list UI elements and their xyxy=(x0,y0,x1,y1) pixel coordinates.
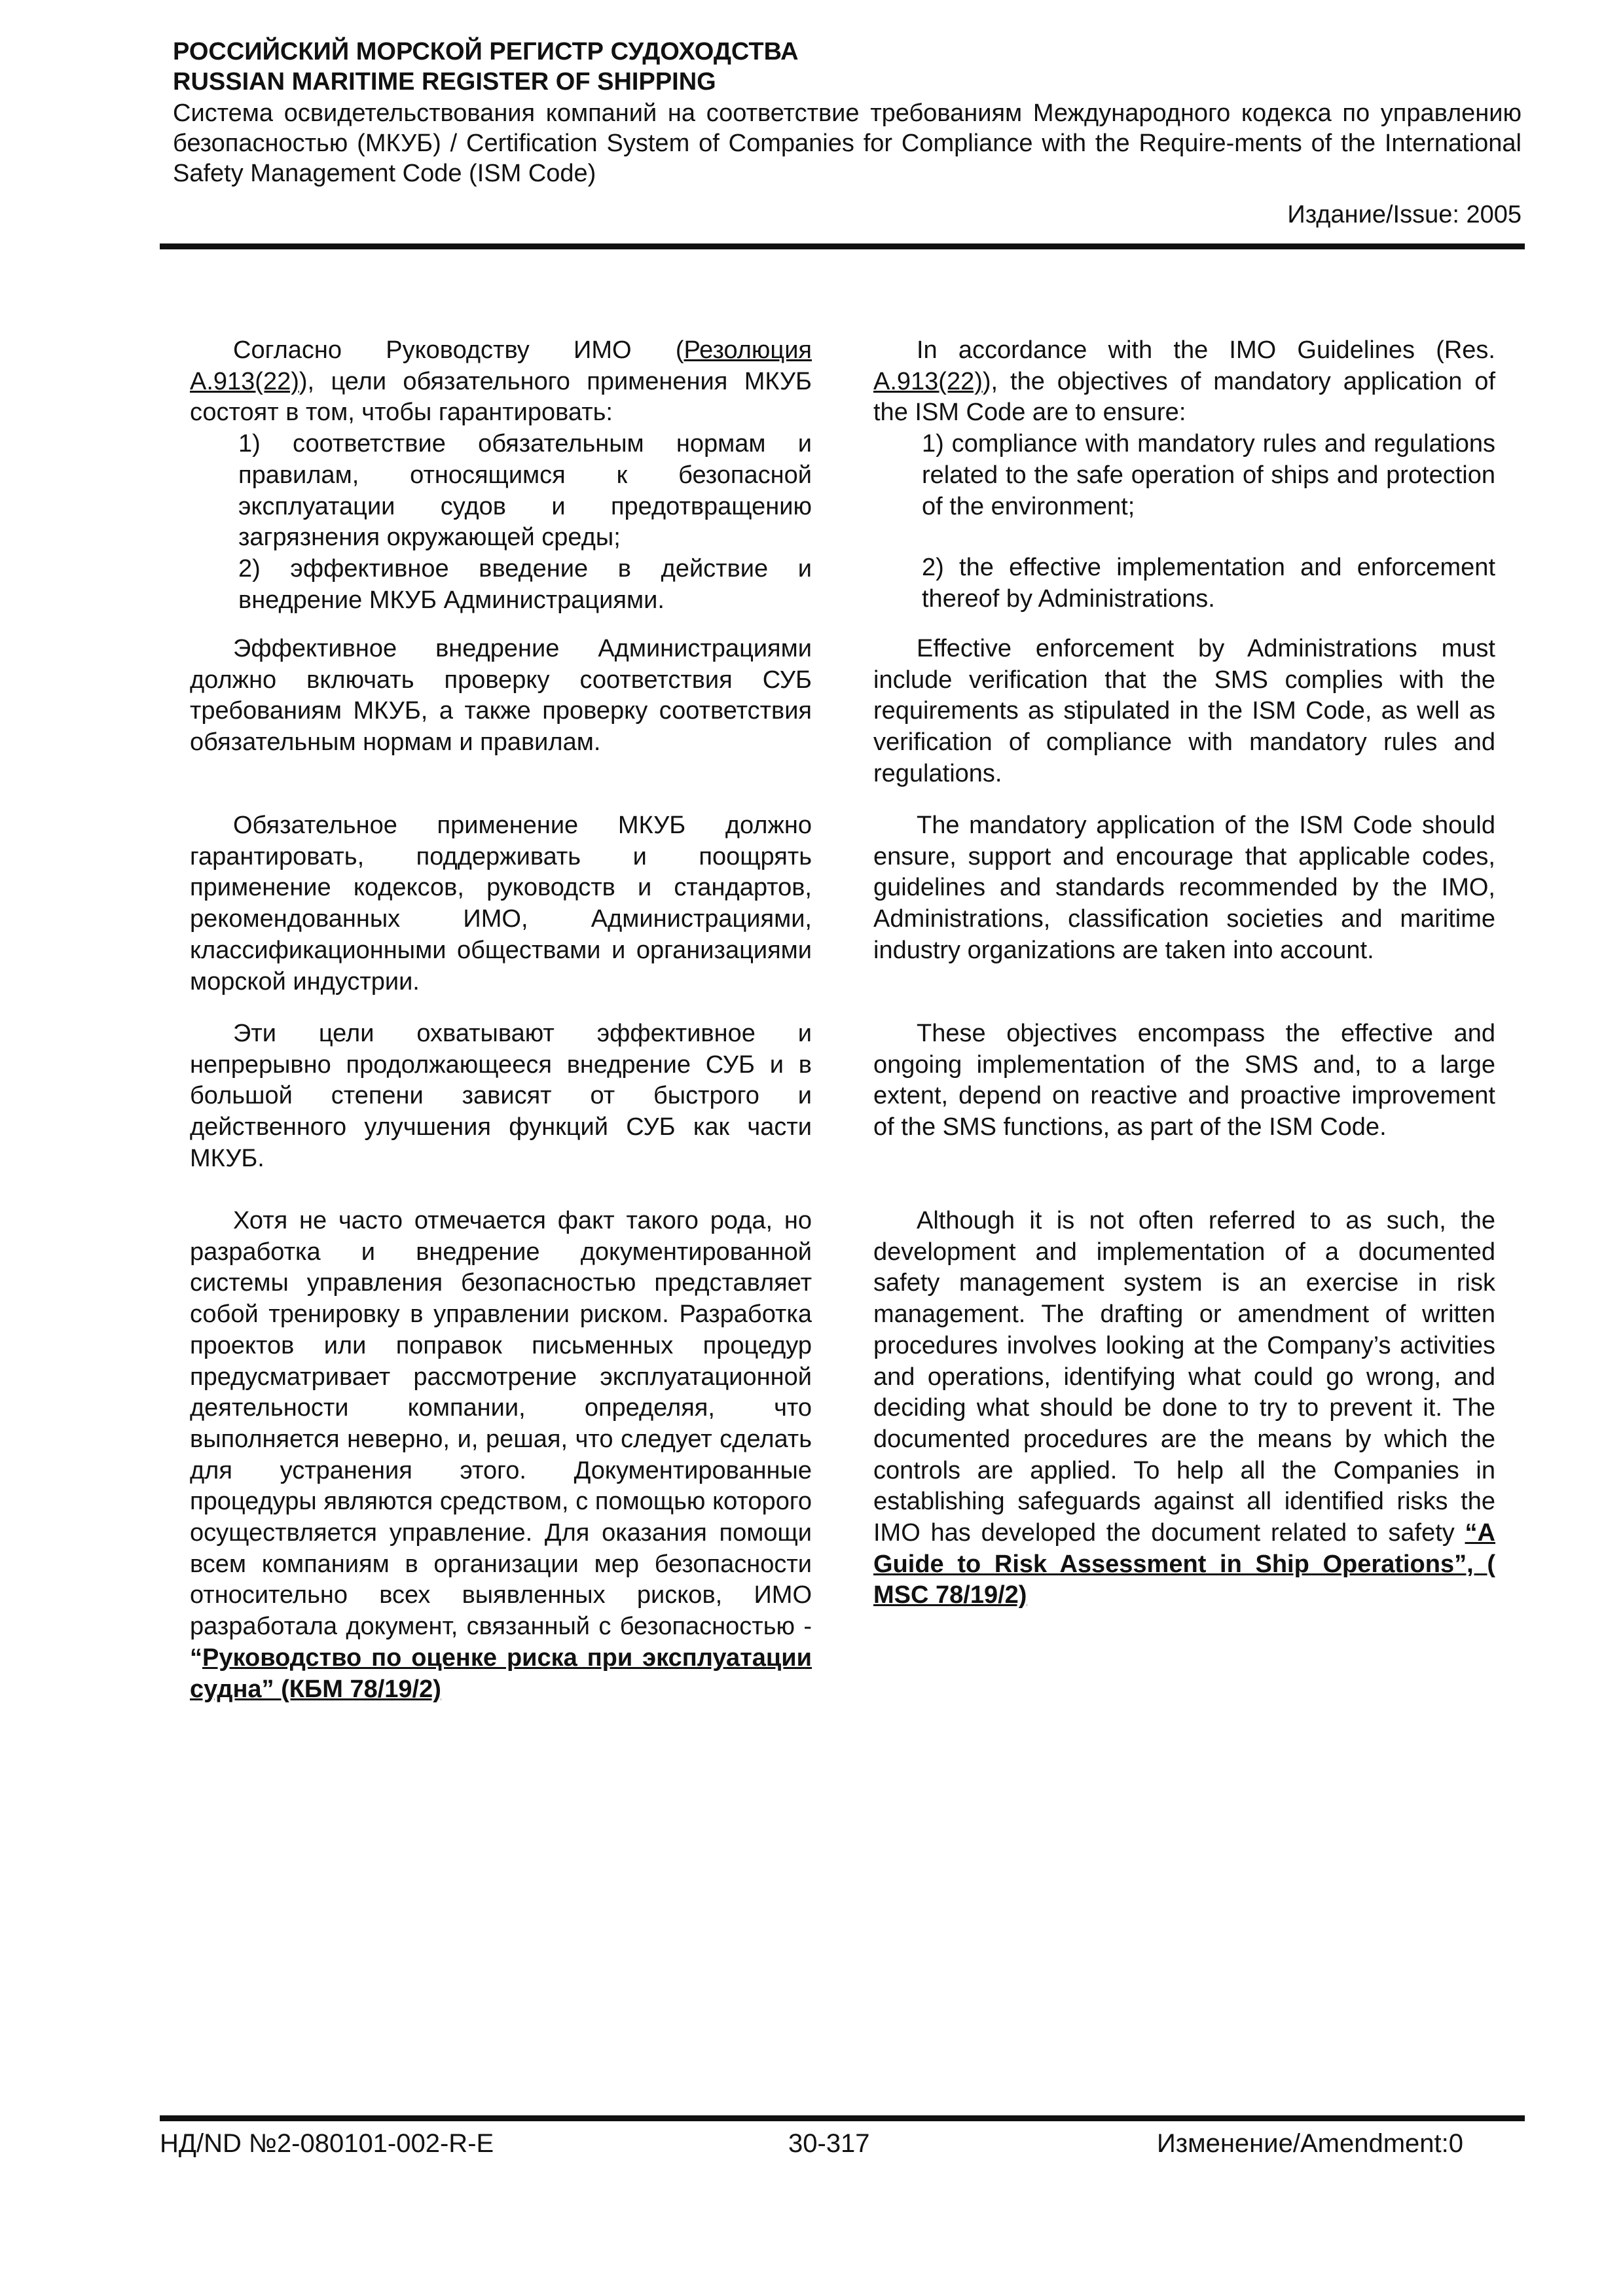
ru-p5-quote: “ xyxy=(190,1643,202,1672)
en-paragraph-5 xyxy=(873,1206,1495,1611)
russian-column-p4 xyxy=(190,1018,812,1175)
english-column-p2 xyxy=(873,634,1495,790)
header-rule xyxy=(160,243,1525,249)
ru-paragraph-1 xyxy=(190,335,812,429)
en-list-item-1: 1) compliance with mandatory rules and regulations related to the safe operation of ships and protection of the environment; xyxy=(922,430,1495,520)
ru-list-item-1: 1) соответствие обязательным нормам и правилам, относящимся к безопасной эксплуатации судов и предотвращению загрязнения окружающей среды; xyxy=(238,430,812,552)
en-paragraph-1 xyxy=(873,335,1495,429)
english-column-p4 xyxy=(873,1018,1495,1143)
english-column xyxy=(873,335,1495,615)
en-resolution-link[interactable]: A.913(22) xyxy=(873,367,983,395)
ru-p1-text-a: Согласно Руководству ИМО ( xyxy=(233,336,684,364)
en-p5-text: Although it is not often referred to as such, the development and implementation of a documented safety management system is an exercise in risk management. The drafting or amendment of written procedures involves looking at the Company’s activities and operations, identifying what could go wrong, and deciding what should be done to try to prevent it. The documented procedures are the means by which the controls are applied. To help all the Companies in establishing safeguards against all identified risks the IMO has developed the document related to safety xyxy=(873,1207,1495,1547)
en-paragraph-4: These objectives encompass the effective and ongoing implementation of the SMS and, to a large extent, depend on reactive and proactive improvement of the SMS functions, as part of the ISM Code. xyxy=(873,1020,1495,1141)
ru-paragraph-2: Эффективное внедрение Администрациями должно включать проверку соответствия СУБ требованиям МКУБ, а также проверку соответствия обязательным нормам и правилам. xyxy=(190,635,812,757)
ru-guide-link[interactable]: Руководство по оценке риска при эксплуатации судна xyxy=(190,1643,812,1703)
en-paragraph-3: The mandatory application of the ISM Code should ensure, support and encourage that applicable codes, guidelines and standards recommended by the IMO, Administrations, classification societies and maritime industry organizations are taken into account. xyxy=(873,812,1495,964)
russian-column xyxy=(190,335,812,616)
russian-column-p5 xyxy=(190,1206,812,1705)
en-p1-text-b: ), the objectives of mandatory application of the ISM Code are to ensure: xyxy=(873,367,1495,427)
en-list-gap xyxy=(922,522,1495,552)
en-p1-text-a: In accordance with the IMO Guidelines (Res. xyxy=(917,336,1495,364)
organization-name-en: RUSSIAN MARITIME REGISTER OF SHIPPING xyxy=(173,68,716,96)
document-number: НД/ND №2-080101-002-R-E xyxy=(160,2129,494,2158)
ru-resolution-link[interactable]: Резолюция А.913(22) xyxy=(190,336,812,395)
page-number: 30-317 xyxy=(788,2129,870,2158)
en-guide-link[interactable]: “A Guide to Risk Assessment in Ship Operations”, ( MSC 78/19/2) xyxy=(873,1519,1495,1609)
footer-rule xyxy=(160,2115,1525,2121)
page-header xyxy=(173,37,1522,230)
ru-guide-ref: ” (КБМ 78/19/2) xyxy=(261,1675,441,1703)
ru-paragraph-4: Эти цели охватывают эффективное и непрерывно продолжающееся внедрение СУБ и в большой степени зависят от быстрого и действенного улучшения функций СУБ как части МКУБ. xyxy=(190,1020,812,1172)
system-title: Система освидетельствования компаний на соответствие требованиям Международного кодекса по управлению безопасностью (МКУБ) / Certification System of Companies for Compliance with the Require-ments of the International Safety Management Code (ISM Code) xyxy=(173,99,1522,187)
issue-label: Издание/Issue: 2005 xyxy=(1287,201,1522,228)
ru-paragraph-3: Обязательное применение МКУБ должно гарантировать, поддерживать и поощрять применение кодексов, руководств и стандартов, рекомендованных ИМО, Администрациями, классификационными обществами и организациями морской индустрии. xyxy=(190,812,812,996)
en-list-item-2: 2) the effective implementation and enforcement thereof by Administrations. xyxy=(922,554,1495,613)
ru-objectives-list xyxy=(190,429,812,616)
ru-p5-text: Хотя не часто отмечается факт такого рода, но разработка и внедрение документированной системы управления безопасностью представляет собой тренировку в управлении риском. Разработка проектов или поправок письменных процедур предусматривает рассмотрение эксплуатационной деятельности компании, определяя, что выполняется неверно, и, решая, что следует сделать для устранения этого. Документированные процедуры являются средством, с помощью которого осуществляется управление. Для оказания помощи всем компаниям в организации мер безопасности относительно всех выявленных рисков, ИМО разработала документ, связанный с безопасностью - xyxy=(190,1207,812,1641)
ru-list-item-2: 2) эффективное введение в действие и внедрение МКУБ Администрациями. xyxy=(238,554,812,614)
amendment-label: Изменение/Amendment:0 xyxy=(1157,2129,1463,2158)
english-column-p5 xyxy=(873,1206,1495,1611)
organization-name-ru: РОССИЙСКИЙ МОРСКОЙ РЕГИСТР СУДОХОДСТВА xyxy=(173,38,799,65)
en-objectives-list xyxy=(873,429,1495,615)
english-column-p3 xyxy=(873,810,1495,967)
ru-paragraph-5 xyxy=(190,1206,812,1705)
ru-p1-text-b: ), цели обязательного применения МКУБ состоят в том, чтобы гарантировать: xyxy=(190,367,812,427)
russian-column-p2 xyxy=(190,634,812,759)
russian-column-p3 xyxy=(190,810,812,997)
en-paragraph-2: Effective enforcement by Administrations must include verification that the SMS complies with the requirements as stipulated in the ISM Code, as well as verification of compliance with mandatory rules and regulations. xyxy=(873,635,1495,787)
